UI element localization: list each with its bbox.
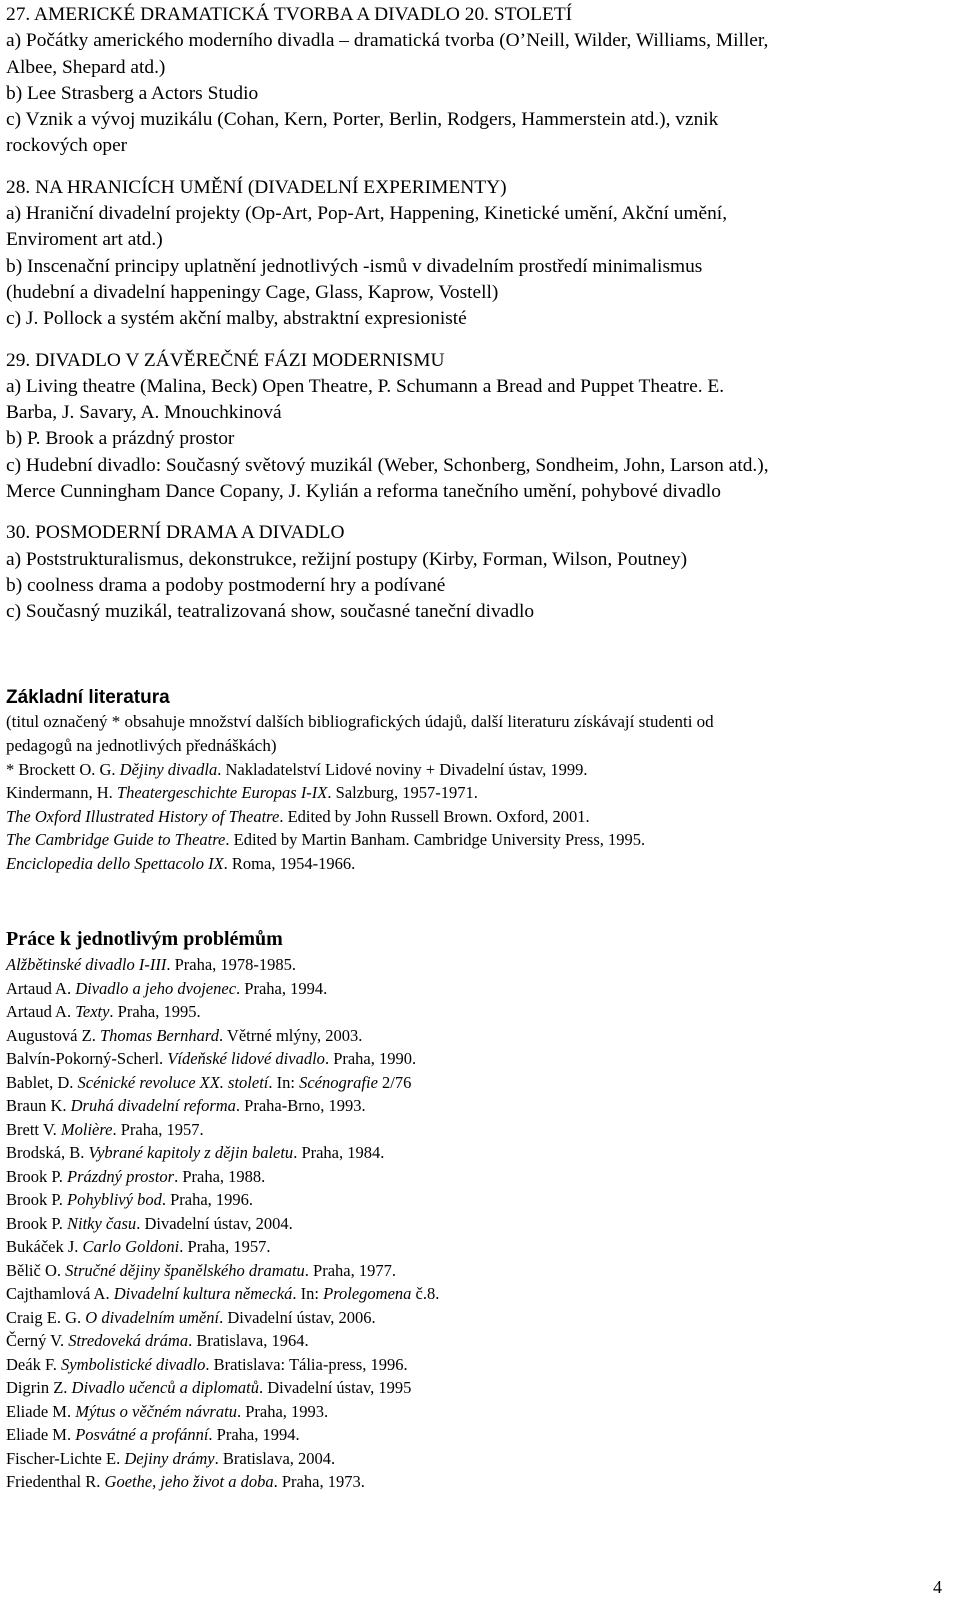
bibliography-entry xyxy=(6,758,946,781)
entry-title: Theatergeschichte Europas I-IX xyxy=(116,783,328,803)
entry-title: Mýtus o věčném návratu xyxy=(75,1401,237,1421)
section-heading: 30. POSMODERNÍ DRAMA A DIVADLO xyxy=(6,522,345,544)
entry-text: . Praha, 1978-1985. xyxy=(166,955,297,974)
entry-text: Brook P. xyxy=(6,1166,67,1186)
entry-text: Friedenthal R. xyxy=(6,1472,105,1491)
entry-text: Černý V. xyxy=(6,1331,69,1350)
entry-title: Goethe, jeho život a doba xyxy=(104,1472,274,1491)
bibliography-entry xyxy=(6,1212,946,1236)
entry-title: Vídeňské lidové divadlo xyxy=(167,1049,325,1068)
entry-title: Vybrané kapitoly z dějin baletu xyxy=(88,1143,294,1162)
entry-title: Dejiny drámy xyxy=(124,1448,215,1468)
entry-text: . Praha, 1977. xyxy=(304,1260,396,1280)
entry-title: Divadelní kultura německá xyxy=(113,1284,293,1303)
section-line: b) coolness drama a podoby postmoderní hry a podívané xyxy=(6,574,446,596)
entry-title: Alžbětinské divadlo I-III xyxy=(6,955,167,974)
entry-text: Bablet, D. xyxy=(6,1072,78,1092)
entry-text: . Divadelní ústav, 1995 xyxy=(258,1378,412,1397)
entry-title: Texty xyxy=(75,1002,110,1021)
entry-title: Stručné dějiny španělského dramatu xyxy=(65,1260,305,1280)
entry-text: Digrin Z. xyxy=(6,1378,72,1397)
entry-text: Augustová Z. xyxy=(6,1025,100,1045)
section-heading: 28. NA HRANICÍCH UMĚNÍ (DIVADELNÍ EXPERIMENTY) xyxy=(6,176,507,198)
entry-text: Artaud A. xyxy=(6,978,76,998)
entry-text: . Praha, 1995. xyxy=(109,1002,201,1021)
section-line: b) P. Brook a prázdný prostor xyxy=(6,428,235,450)
entry-title: The Cambridge Guide to Theatre xyxy=(6,830,226,850)
bibliography-entry xyxy=(6,1282,946,1306)
entry-title: Scénografie xyxy=(299,1072,378,1092)
section-line: Enviroment art atd.) xyxy=(6,229,163,251)
entry-text: . Praha, 1994. xyxy=(236,978,328,998)
bibliography-entry xyxy=(6,1447,946,1471)
bibliography-entry xyxy=(6,805,946,828)
section-line: b) Inscenační principy uplatnění jednotlivých -ismů v divadelním prostředí minimalismus xyxy=(6,255,703,277)
bibliography-entry xyxy=(6,1024,946,1048)
bibliography-entry xyxy=(6,977,946,1001)
entry-text: . Salzburg, 1957-1971. xyxy=(327,783,478,803)
entry-text: . In: xyxy=(268,1072,300,1092)
section-line: Albee, Shepard atd.) xyxy=(6,56,166,78)
basic-literature xyxy=(6,686,946,875)
section-29 xyxy=(6,348,946,506)
literature-heading: Základní literatura xyxy=(6,687,170,708)
page-number: 4 xyxy=(933,1577,942,1597)
entry-title: Prolegomena xyxy=(323,1284,412,1303)
entry-text: . Edited by Martin Banham. Cambridge University Press, 1995. xyxy=(225,830,646,850)
entry-title: Nitky času xyxy=(66,1213,137,1233)
bibliography-entry xyxy=(6,1470,946,1494)
entry-title: Stredoveká dráma xyxy=(68,1331,189,1350)
section-line: a) Počátky amerického moderního divadla – dramatická tvorba (O’Neill, Wilder, Williams, Miller, xyxy=(6,30,769,52)
note-line: (titul označený * obsahuje množství dalších bibliografických údajů, další literaturu získávají studenti od xyxy=(6,712,714,731)
section-heading: 27. AMERICKÉ DRAMATICKÁ TVORBA A DIVADLO 20. STOLETÍ xyxy=(6,4,573,25)
entry-title: Pohyblivý bod xyxy=(66,1190,162,1209)
section-line: Merce Cunningham Dance Copany, J. Kylián a reforma tanečního umění, pohybové divadlo xyxy=(6,481,721,503)
section-line: b) Lee Strasberg a Actors Studio xyxy=(6,82,259,104)
bibliography-entry xyxy=(6,1423,946,1447)
entry-title: Prázdný prostor xyxy=(66,1166,175,1186)
bibliography-entry xyxy=(6,852,946,875)
literature-list xyxy=(6,758,946,875)
entry-title: The Oxford Illustrated History of Theatre xyxy=(6,806,280,826)
entry-text: . In: xyxy=(292,1284,324,1303)
entry-text: Eliade M. xyxy=(6,1425,76,1444)
entry-text: . Praha, 1957. xyxy=(112,1119,204,1139)
bibliography-entry xyxy=(6,1094,946,1118)
bibliography-entry xyxy=(6,1071,946,1095)
problem-literature xyxy=(6,925,946,1494)
section-heading: 29. DIVADLO V ZÁVĚREČNÉ FÁZI MODERNISMU xyxy=(6,349,445,371)
bibliography-entry xyxy=(6,828,946,851)
entry-text: Deák F. xyxy=(6,1354,62,1374)
bibliography-entry xyxy=(6,1259,946,1283)
bibliography-entry xyxy=(6,953,946,977)
entry-text: . Divadelní ústav, 2004. xyxy=(136,1213,293,1233)
section-line: (hudební a divadelní happeningy Cage, Glass, Kaprow, Vostell) xyxy=(6,281,499,303)
section-30 xyxy=(6,520,946,625)
bibliography-entry xyxy=(6,1000,946,1024)
section-line: a) Living theatre (Malina, Beck) Open Theatre, P. Schumann a Bread and Puppet Theatre. E. xyxy=(6,375,725,397)
section-line: c) Hudební divadlo: Současný světový muzikál (Weber, Schonberg, Sondheim, John, Larson atd.), xyxy=(6,454,769,476)
entry-title: Druhá divadelní reforma xyxy=(70,1096,236,1115)
section-line: c) Současný muzikál, teatralizovaná show, současné taneční divadlo xyxy=(6,601,535,623)
entry-text: Artaud A. xyxy=(6,1002,76,1021)
entry-text: . Praha, 1984. xyxy=(293,1143,385,1162)
entry-text: Brodská, B. xyxy=(6,1143,89,1162)
section-line: a) Poststrukturalismus, dekonstrukce, režijní postupy (Kirby, Forman, Wilson, Poutney) xyxy=(6,548,688,570)
entry-text: . Divadelní ústav, 2006. xyxy=(219,1307,376,1327)
bibliography-entry xyxy=(6,1047,946,1071)
entry-text: . Praha, 1993. xyxy=(236,1401,329,1421)
entry-text: Balvín-Pokorný-Scherl. xyxy=(6,1049,168,1068)
section-line: Barba, J. Savary, A. Mnouchkinová xyxy=(6,402,282,424)
entry-text: Cajthamlová A. xyxy=(6,1284,114,1303)
section-line: c) Vznik a vývoj muzikálu (Cohan, Kern, Porter, Berlin, Rodgers, Hammerstein atd.), vznik xyxy=(6,109,719,131)
problems-heading: Práce k jednotlivým problémům xyxy=(6,928,283,950)
bibliography-entry xyxy=(6,781,946,804)
entry-text: . Praha, 1988. xyxy=(174,1166,266,1186)
entry-title: Divadlo a jeho dvojenec xyxy=(75,978,237,998)
bibliography-entry xyxy=(6,1188,946,1212)
entry-text: . Praha, 1957. xyxy=(179,1237,271,1256)
section-line: c) J. Pollock a systém akční malby, abstraktní expresionisté xyxy=(6,308,467,330)
entry-text: 2/76 xyxy=(377,1072,412,1092)
entry-text: Fischer-Lichte E. xyxy=(6,1448,125,1468)
entry-title: Scénické revoluce XX. století xyxy=(77,1072,269,1092)
entry-text: Bukáček J. xyxy=(6,1237,83,1256)
entry-title: Symbolistické divadlo xyxy=(61,1354,206,1374)
problems-list xyxy=(6,953,946,1494)
entry-text: . Nakladatelství Lidové noviny + Divadelní ústav, 1999. xyxy=(217,760,588,779)
entry-title: Carlo Goldoni xyxy=(82,1237,180,1256)
entry-text: . Bratislava, 2004. xyxy=(214,1448,336,1468)
entry-title: Posvátné a profánní xyxy=(75,1425,209,1444)
entry-text: Brook P. xyxy=(6,1190,67,1209)
bibliography-entry xyxy=(6,1165,946,1189)
section-line: a) Hraniční divadelní projekty (Op-Art, Pop-Art, Happening, Kinetické umění, Akční umění, xyxy=(6,203,728,225)
section-28 xyxy=(6,175,946,333)
entry-text: Braun K. xyxy=(6,1096,71,1115)
section-27 xyxy=(6,2,946,160)
bibliography-entry xyxy=(6,1118,946,1142)
entry-text: . Praha, 1990. xyxy=(324,1049,417,1068)
bibliography-entry xyxy=(6,1376,946,1400)
literature-note xyxy=(6,710,946,758)
entry-text: . Bratislava, 1964. xyxy=(188,1331,309,1350)
note-line: pedagogů na jednotlivých přednáškách) xyxy=(6,736,277,755)
entry-text: . Roma, 1954-1966. xyxy=(223,853,356,873)
bibliography-entry xyxy=(6,1329,946,1353)
entry-text: Brook P. xyxy=(6,1213,67,1233)
bibliography-entry xyxy=(6,1235,946,1259)
entry-title: Molière xyxy=(60,1119,113,1139)
entry-text: . Edited by John Russell Brown. Oxford, 2001. xyxy=(279,806,590,826)
entry-text: * Brockett O. G. xyxy=(6,760,120,779)
entry-text: č.8. xyxy=(411,1284,440,1303)
entry-text: Eliade M. xyxy=(6,1401,76,1421)
entry-title: Divadlo učenců a diplomatů xyxy=(71,1378,259,1397)
entry-title: O divadelním umění xyxy=(85,1307,220,1327)
entry-title: Thomas Bernhard xyxy=(99,1025,219,1045)
entry-text: . Bratislava: Tália-press, 1996. xyxy=(205,1354,408,1374)
bibliography-entry xyxy=(6,1400,946,1424)
bibliography-entry xyxy=(6,1141,946,1165)
bibliography-entry xyxy=(6,1306,946,1330)
section-line: rockových oper xyxy=(6,135,128,157)
syllabus-sections xyxy=(6,2,946,641)
entry-text: . Praha-Brno, 1993. xyxy=(235,1096,366,1115)
entry-text: . Praha, 1994. xyxy=(208,1425,300,1444)
entry-text: . Větrné mlýny, 2003. xyxy=(218,1025,363,1045)
entry-text: . Praha, 1996. xyxy=(161,1190,254,1209)
entry-text: . Praha, 1973. xyxy=(273,1472,365,1491)
entry-title: Dějiny divadla xyxy=(119,760,218,779)
entry-text: Bělič O. xyxy=(6,1260,66,1280)
bibliography-entry xyxy=(6,1353,946,1377)
entry-title: Enciclopedia dello Spettacolo IX xyxy=(6,853,224,873)
entry-text: Craig E. G. xyxy=(6,1307,86,1327)
entry-text: Kindermann, H. xyxy=(6,783,117,803)
entry-text: Brett V. xyxy=(6,1119,61,1139)
